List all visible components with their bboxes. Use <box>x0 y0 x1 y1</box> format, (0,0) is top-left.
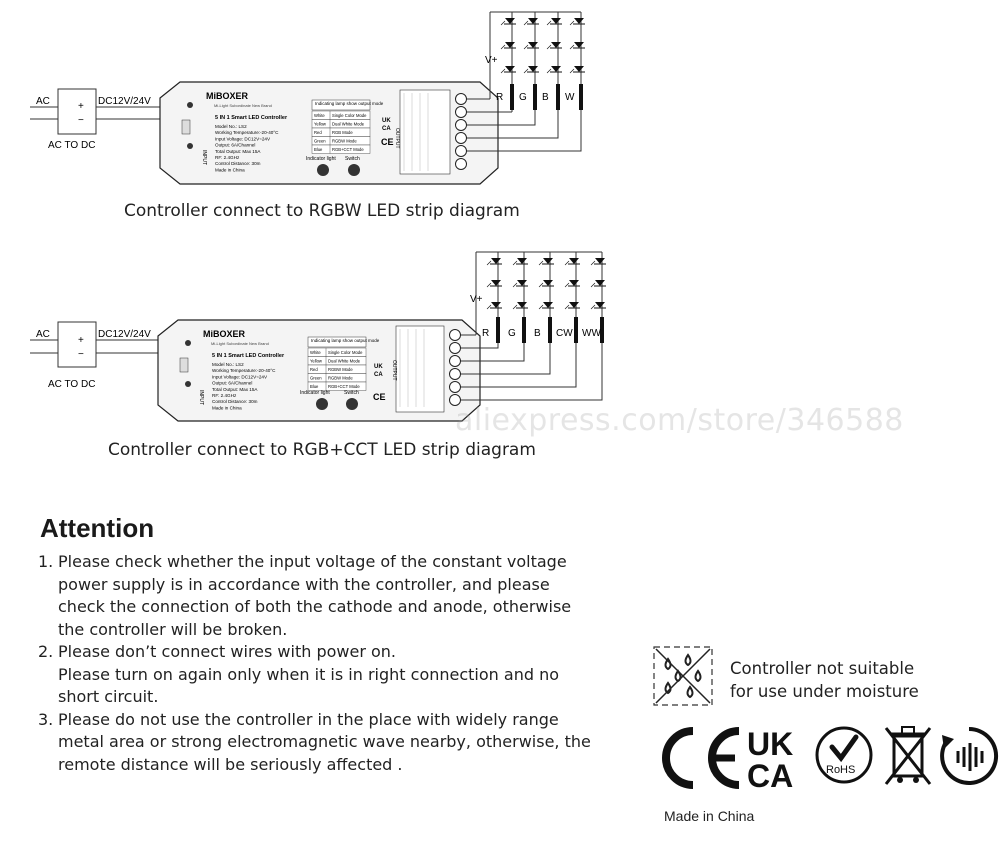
mode-name: RGBW Mode <box>328 375 353 381</box>
mode-name: RGBW Mode <box>328 367 353 372</box>
vplus-label: V+ <box>470 294 483 305</box>
spec-line: RF: 2.4GHz <box>215 155 240 160</box>
terminal-screw <box>450 369 461 380</box>
rgbcct-wiring-diagram <box>0 240 1000 430</box>
attention-item-1: 1. Please check whether the input voltage of the constant voltage power supply is in accordance with the controller, and please check the connection of both the cathode and anode, otherwise the controller will be broken. <box>38 552 572 639</box>
ac-label: AC <box>36 96 50 107</box>
led-icon <box>574 66 584 72</box>
terminal-screw <box>456 146 467 157</box>
terminal-screw <box>456 107 467 118</box>
channel-label: W <box>565 92 575 103</box>
made-in-china: Made in China <box>664 808 755 824</box>
led-icon <box>491 302 501 308</box>
ac-to-dc-label: AC TO DC <box>48 379 96 390</box>
strip-connector <box>533 84 537 110</box>
terminal-screw <box>450 343 461 354</box>
led-icon <box>517 258 527 264</box>
dc-voltage-label: DC12V/24V <box>98 96 151 107</box>
mode-name: Single Color Mode <box>328 350 363 355</box>
svg-text:CA: CA <box>374 372 383 378</box>
ac-label: AC <box>36 329 50 340</box>
mode-name: Dual White Mode <box>332 121 365 127</box>
led-icon <box>505 42 515 48</box>
indicator-label: Indicator light <box>300 390 330 396</box>
terminal-screw <box>456 159 467 170</box>
led-icon <box>528 18 538 24</box>
ukca-mark-icon <box>745 725 805 791</box>
indicator-title: Indicating lamp show output mode <box>315 101 384 106</box>
minus-label: − <box>78 349 84 360</box>
channel-label: G <box>519 92 527 103</box>
led-icon <box>595 280 605 286</box>
brand-subtitle: Mi-Light Subordinate New Brand <box>211 341 269 346</box>
switch-label: Switch <box>344 390 359 396</box>
strip-connector <box>510 84 514 110</box>
channel-label: WW <box>582 328 601 339</box>
attention-item-2: 2. Please don’t connect wires with power on. Please turn on again only when it is in right connection and no short circuit. <box>38 642 560 706</box>
mode-table <box>308 348 366 391</box>
product-name: 5 IN 1 Smart LED Controller <box>215 115 288 121</box>
mode-color: Green <box>314 138 326 144</box>
terminal-screw <box>456 94 467 105</box>
led-icon <box>569 302 579 308</box>
attention-item-3: 3. Please do not use the controller in the place with widely range metal area or strong electromagnetic wave nearby, otherwise, the remote distance will be seriously affected . <box>38 709 591 774</box>
spec-line: Input Voltage: DC12V~24V <box>212 374 268 380</box>
mode-color: Blue <box>314 147 323 152</box>
led-icon <box>528 66 538 72</box>
mode-color: White <box>314 113 325 118</box>
output-label: OUTPUT <box>394 128 400 149</box>
led-icon <box>569 258 579 264</box>
watermark: aliexpress.com/store/346588 <box>455 403 904 438</box>
led-icon <box>574 18 584 24</box>
strip-connector <box>556 84 560 110</box>
mode-color: Yellow <box>310 358 322 364</box>
power-supply-box <box>58 89 96 134</box>
spec-line: Output: 6A/Channel <box>212 380 253 386</box>
led-icon <box>595 258 605 264</box>
mode-color: Yellow <box>314 121 326 127</box>
ac-to-dc-label: AC TO DC <box>48 140 96 151</box>
channel-label: B <box>534 328 541 339</box>
indicator-light-button[interactable] <box>316 398 328 410</box>
mode-name: Dual White Mode <box>328 358 361 364</box>
mode-name: Single Color Mode <box>332 113 367 118</box>
switch-button[interactable] <box>346 398 358 410</box>
power-supply-box <box>58 322 96 367</box>
indicator-label: Indicator light <box>306 156 336 162</box>
channel-label: G <box>508 328 516 339</box>
mode-name: RGB Mode <box>332 130 353 135</box>
terminal-screw <box>450 330 461 341</box>
terminal-screw <box>450 356 461 367</box>
minus-label: − <box>78 115 84 126</box>
indicator-title: Indicating lamp show output mode <box>311 338 380 343</box>
spec-line: Model No.: LS2 <box>215 124 247 129</box>
led-icon <box>543 302 553 308</box>
recycle-icon <box>938 725 1000 787</box>
led-icon <box>595 302 605 308</box>
led-icon <box>551 18 561 24</box>
led-icon <box>551 42 561 48</box>
spec-line: Made in China <box>215 167 245 173</box>
mode-color: Green <box>310 375 322 381</box>
led-icon <box>491 258 501 264</box>
spec-line: Working Temperature:-20-40°C <box>212 368 276 374</box>
brand-logo: MiBOXER <box>203 329 246 339</box>
rgbw-wiring-diagram <box>0 0 1000 230</box>
dc-voltage-label: DC12V/24V <box>98 329 151 340</box>
channel-label: R <box>482 328 490 339</box>
diagram-1-caption: Controller connect to RGBW LED strip diagram <box>124 201 520 221</box>
attention-list <box>38 551 598 776</box>
spec-line: RF: 2.4GHz <box>212 393 237 398</box>
terminal-screw <box>450 382 461 393</box>
led-icon <box>505 66 515 72</box>
spec-line: Input Voltage: DC12V~24V <box>215 136 271 142</box>
spec-line: Control Distance: 30m <box>215 161 261 167</box>
mode-color: Red <box>314 130 322 135</box>
product-name: 5 IN 1 Smart LED Controller <box>212 353 285 359</box>
plus-label: + <box>78 101 84 112</box>
channel-label: B <box>542 92 549 103</box>
led-icon <box>491 280 501 286</box>
input-label: INPUT <box>198 390 204 405</box>
diagram-2-caption: Controller connect to RGB+CCT LED strip diagram <box>108 440 536 460</box>
mode-name: RGB+CCT Mode <box>328 384 360 389</box>
led-icon <box>517 280 527 286</box>
channel-label: CW <box>556 328 573 339</box>
channel-label: R <box>496 92 504 103</box>
vplus-label: V+ <box>485 55 498 66</box>
strip-connector <box>496 317 500 343</box>
spec-line: Made in China <box>212 405 242 411</box>
spec-line: Model No.: LS2 <box>212 362 244 367</box>
mode-table <box>312 111 370 154</box>
input-label: INPUT <box>201 150 207 165</box>
spec-line: Total Output: Max 15A <box>212 386 258 392</box>
switch-label: Switch <box>345 156 360 162</box>
led-icon <box>528 42 538 48</box>
strip-connector <box>548 317 552 343</box>
output-label: OUTPUT <box>391 360 397 381</box>
led-icon <box>543 258 553 264</box>
strip-connector <box>522 317 526 343</box>
led-icon <box>505 18 515 24</box>
mode-color: Red <box>310 367 318 372</box>
spec-line: Working Temperature:-20-40°C <box>215 130 279 136</box>
ce-mark-small: CE <box>381 137 394 147</box>
brand-logo: MiBOXER <box>206 91 249 101</box>
led-icon <box>543 280 553 286</box>
terminal-screw <box>456 133 467 144</box>
output-terminal <box>396 326 444 412</box>
attention-title: Attention <box>40 513 155 543</box>
rohs-icon <box>814 725 874 785</box>
moisture-warning: Controller not suitable for use under moisture <box>730 659 919 701</box>
spec-line: Control Distance: 30m <box>212 399 258 405</box>
spec-line: Output: 6A/Channel <box>215 142 256 148</box>
mode-color: Blue <box>310 384 319 389</box>
mode-name: RGB+CCT Mode <box>332 147 364 152</box>
led-icon <box>517 302 527 308</box>
output-terminal <box>400 90 450 174</box>
weee-bin-icon <box>882 722 934 788</box>
svg-text:CA: CA <box>747 758 794 791</box>
svg-text:UK: UK <box>747 726 794 762</box>
led-icon <box>569 280 579 286</box>
plus-label: + <box>78 335 84 346</box>
strip-connector <box>579 84 583 110</box>
ce-mark-icon <box>655 725 745 791</box>
mode-color: White <box>310 350 321 355</box>
indicator-light-button[interactable] <box>317 164 329 176</box>
ukca-mark-small: UK <box>382 118 391 124</box>
ce-mark-small: CE <box>373 392 386 402</box>
brand-subtitle: Mi-Light Subordinate New Brand <box>214 103 272 108</box>
led-icon <box>551 66 561 72</box>
no-moisture-icon <box>652 645 714 707</box>
switch-button[interactable] <box>348 164 360 176</box>
mode-name: RGBW Mode <box>332 138 357 144</box>
svg-text:CA: CA <box>382 126 391 132</box>
svg-text:RoHS: RoHS <box>826 764 856 776</box>
strip-connector <box>574 317 578 343</box>
spec-line: Total Output: Max 15A <box>215 148 261 154</box>
ukca-mark-small: UK <box>374 364 383 370</box>
led-icon <box>574 42 584 48</box>
terminal-screw <box>456 120 467 131</box>
